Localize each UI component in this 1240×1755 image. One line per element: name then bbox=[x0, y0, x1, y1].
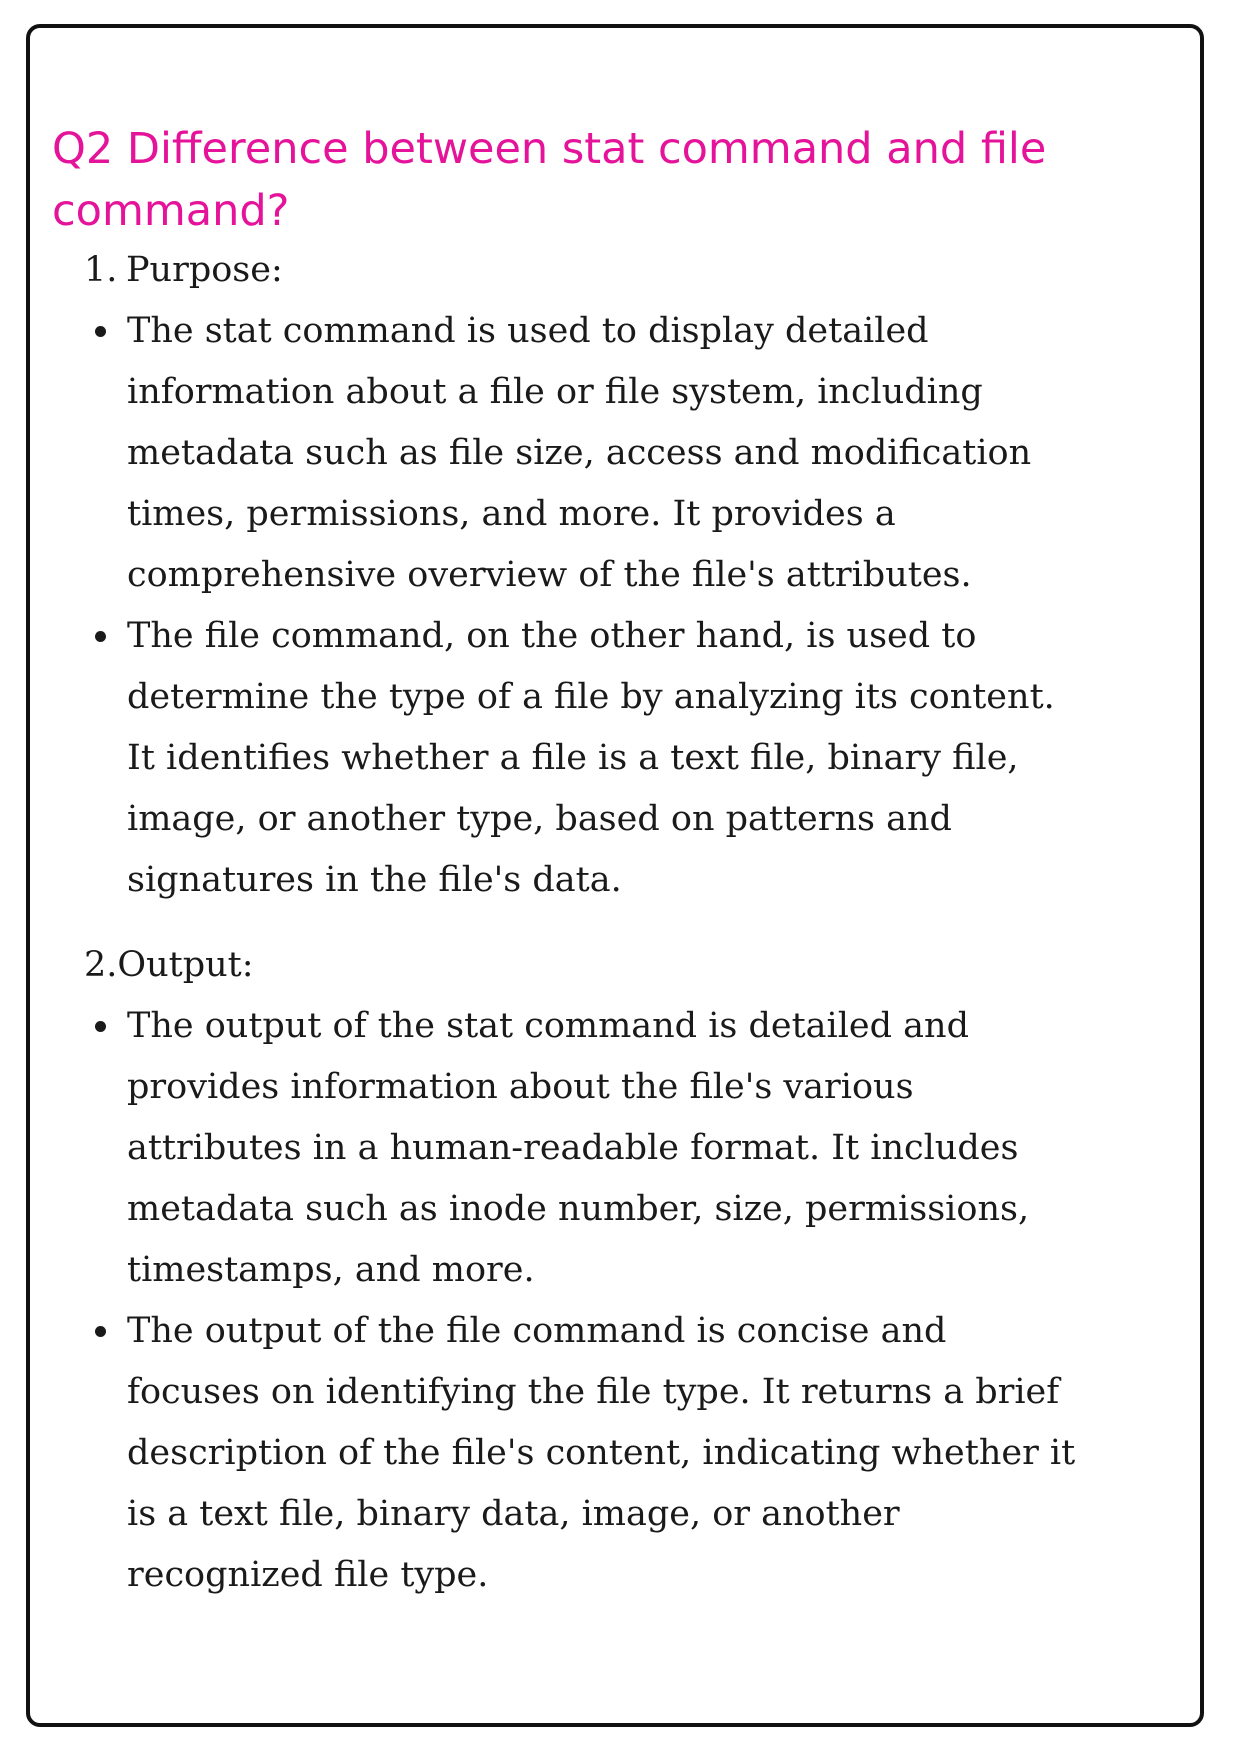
page-title: Q2 Difference between stat command and file command? bbox=[52, 124, 1047, 236]
purpose-bullet-list bbox=[0, 301, 1090, 911]
list-item bbox=[0, 996, 1090, 1301]
list-item-text: The output of the file command is concise and focuses on identifying the file type. It returns a brief description of the file's content, indicating whether it is a text file, binary data, image, or another recognized file type. bbox=[127, 1311, 1076, 1595]
list-item bbox=[0, 1301, 1090, 1606]
bullet-icon bbox=[95, 326, 106, 337]
section-label: Output: bbox=[117, 945, 254, 985]
bullet-icon bbox=[95, 631, 106, 642]
list-item-text: The file command, on the other hand, is used to determine the type of a file by analyzing its content. It identifies whether a file is a text file, binary file, image, or another type, based on patterns and signatures in the file's data. bbox=[127, 616, 1055, 900]
section-label: Purpose: bbox=[126, 250, 283, 290]
list-item bbox=[0, 606, 1090, 911]
list-item bbox=[0, 301, 1090, 606]
section-heading-purpose bbox=[84, 240, 283, 301]
list-item-text: The stat command is used to display detailed information about a file or file system, including metadata such as file size, access and modification times, permissions, and more. It provides a comprehensive overview of the file's attributes. bbox=[127, 311, 1032, 595]
section-number: 1. bbox=[84, 250, 118, 290]
output-bullet-list bbox=[0, 996, 1090, 1606]
bullet-icon bbox=[95, 1021, 106, 1032]
bullet-icon bbox=[95, 1326, 106, 1337]
section-heading-output bbox=[84, 935, 254, 996]
list-item-text: The output of the stat command is detailed and provides information about the file's various attributes in a human-readable format. It includes metadata such as inode number, size, permissions, timestamps, and more. bbox=[127, 1006, 1030, 1290]
section-number: 2. bbox=[84, 945, 118, 985]
